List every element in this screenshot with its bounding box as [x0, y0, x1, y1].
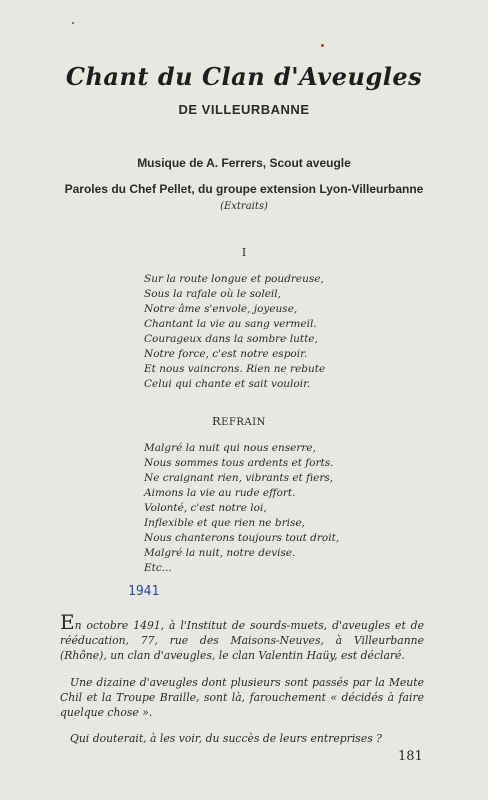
- paragraph-1: [60, 609, 424, 663]
- ink-speck: [72, 22, 74, 24]
- song-title: Chant du Clan d'Aveugles: [65, 62, 423, 91]
- refrain-label-initial: R: [212, 414, 222, 428]
- refrain-line: Aimons la vie au rude effort.: [144, 487, 296, 499]
- verse-line: Notre force, c'est notre espoir.: [144, 348, 308, 360]
- extract-note: (Extraits): [220, 201, 268, 212]
- refrain-line: Malgré la nuit qui nous enserre,: [144, 442, 316, 454]
- red-dot-mark: [321, 44, 324, 47]
- verse-line: Sous la rafale où le soleil,: [144, 288, 281, 300]
- song-subtitle: DE VILLEURBANNE: [178, 102, 310, 117]
- credits: [0, 150, 488, 202]
- credit-lyrics: Paroles du Chef Pellet, du groupe extension Lyon-Villeurbanne: [64, 182, 424, 196]
- verse-line: Et nous vaincrons. Rien ne rebute: [144, 363, 326, 375]
- page-number: 181: [398, 749, 423, 764]
- paragraph-2: Une dizaine d'aveugles dont plusieurs sont passés par la Meute Chil et la Troupe Braille, sont là, farouchement « décidés à faire quelque chose ».: [60, 675, 424, 719]
- paragraph-3: Qui douterait, à les voir, du succès de leurs entreprises ?: [70, 731, 382, 745]
- refrain-label-text: [212, 414, 266, 428]
- refrain-verse: [144, 441, 404, 576]
- verse-line: Notre âme s'envole, joyeuse,: [144, 303, 298, 315]
- refrain-label-rest: EFRAIN: [221, 417, 266, 428]
- refrain-line: Volonté, c'est notre loi,: [144, 502, 267, 514]
- stanza-number: I: [241, 246, 247, 259]
- refrain-line: Nous sommes tous ardents et forts.: [144, 457, 334, 469]
- refrain-label: [212, 414, 266, 428]
- verse-line: Sur la route longue et poudreuse,: [144, 273, 324, 285]
- verse-line: Celui qui chante et sait vouloir.: [144, 378, 311, 390]
- refrain-line: Malgré la nuit, notre devise.: [144, 547, 296, 559]
- paragraph-1-text: n octobre 1491, à l'Institut de sourds-muets, d'aveugles et de rééducation, 77, rue des Maisons-Neuves, à Villeurbanne (Rhône), un clan d'aveugles, le clan Valentin Haüy, est déclaré.: [60, 618, 424, 662]
- verse-line: Courageux dans la sombre lutte,: [144, 333, 318, 345]
- verse-line: Chantant la vie au sang vermeil.: [144, 318, 317, 330]
- refrain-line: Ne craignant rien, vibrants et fiers,: [144, 472, 334, 484]
- drop-cap: E: [60, 609, 75, 634]
- stanza-verse: [144, 272, 404, 392]
- refrain-line: Inflexible et que rien ne brise,: [144, 517, 305, 529]
- refrain-line: Nous chanterons toujours tout droit,: [144, 532, 340, 544]
- refrain-line: Etc...: [144, 562, 172, 574]
- credit-music: Musique de A. Ferrers, Scout aveugle: [137, 156, 351, 170]
- handwritten-year-note: 1941: [128, 584, 160, 599]
